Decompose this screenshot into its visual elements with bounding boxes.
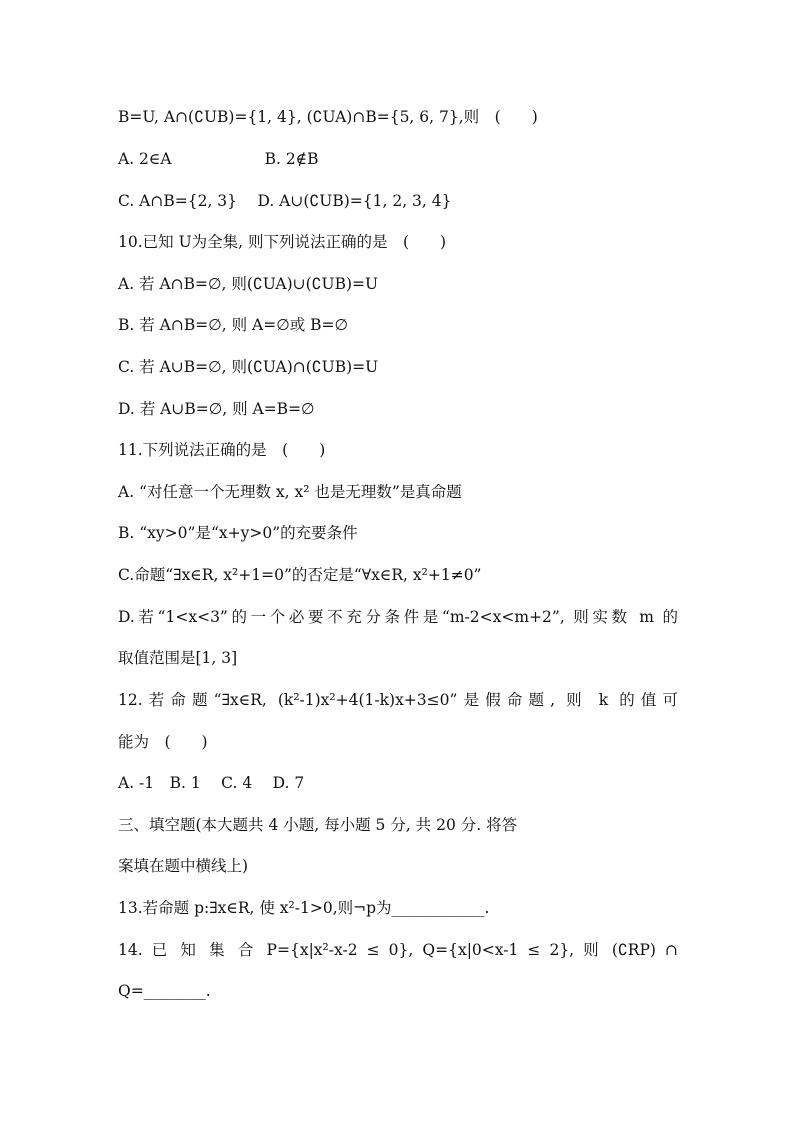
q11-option-b: B. “xy>0”是“x+y>0”的充要条件 (118, 524, 358, 542)
q12-options: A. -1 B. 1 C. 4 D. 7 (118, 774, 305, 792)
q11-stem: 11.下列说法正确的是 ( ) (118, 441, 326, 459)
q11-option-c: C.命题“∃x∈R, x²+1=0”的否定是“∀x∈R, x²+1≠0” (118, 566, 482, 584)
q10-option-b: B. 若 A∩B=∅, 则 A=∅或 B=∅ (118, 316, 349, 334)
q9-condition-line: B=U, A∩(∁UB)={1, 4}, (∁UA)∩B={5, 6, 7},则 ( ) (118, 108, 538, 126)
q9-options-ab: A. 2∈A B. 2∉B (118, 150, 319, 168)
q14-stem-line1: 14. 已 知 集 合 P={x|x²-x-2 ≤ 0}, Q={x|0<x-1 ≤ 2}, 则 (∁RP) ∩ (118, 941, 678, 959)
q13-stem: 13.若命题 p:∃x∈R, 使 x²-1>0,则¬p为____________. (118, 899, 490, 917)
q11-option-d-line1: D.若“1<x<3”的一个必要不充分条件是“m-2<x<m+2”, 则实数 m 的 (118, 608, 678, 626)
q11-option-a: A. “对任意一个无理数 x, x² 也是无理数”是真命题 (118, 483, 462, 501)
section-3-heading: 三、填空题(本大题共 4 小题, 每小题 5 分, 共 20 分. 将答 (118, 816, 518, 834)
q12-stem-line1: 12.若命题“∃x∈R, (k²-1)x²+4(1-k)x+3≤0”是假命题, 则 k 的值可 (118, 691, 678, 709)
q14-stem-line2: Q=________. (118, 982, 211, 1000)
q11-option-d-line2: 取值范围是[1, 3] (118, 649, 238, 667)
q10-option-c: C. 若 A∪B=∅, 则(∁UA)∩(∁UB)=U (118, 358, 379, 376)
q10-option-d: D. 若 A∪B=∅, 则 A=B=∅ (118, 400, 315, 418)
q10-stem: 10.已知 U为全集, 则下列说法正确的是 ( ) (118, 233, 447, 251)
section-3-heading-cont: 案填在题中横线上) (118, 857, 249, 875)
q9-options-cd: C. A∩B={2, 3} D. A∪(∁UB)={1, 2, 3, 4} (118, 192, 452, 210)
q12-stem-line2: 能为 ( ) (118, 733, 208, 751)
q10-option-a: A. 若 A∩B=∅, 则(∁UA)∪(∁UB)=U (118, 275, 379, 293)
